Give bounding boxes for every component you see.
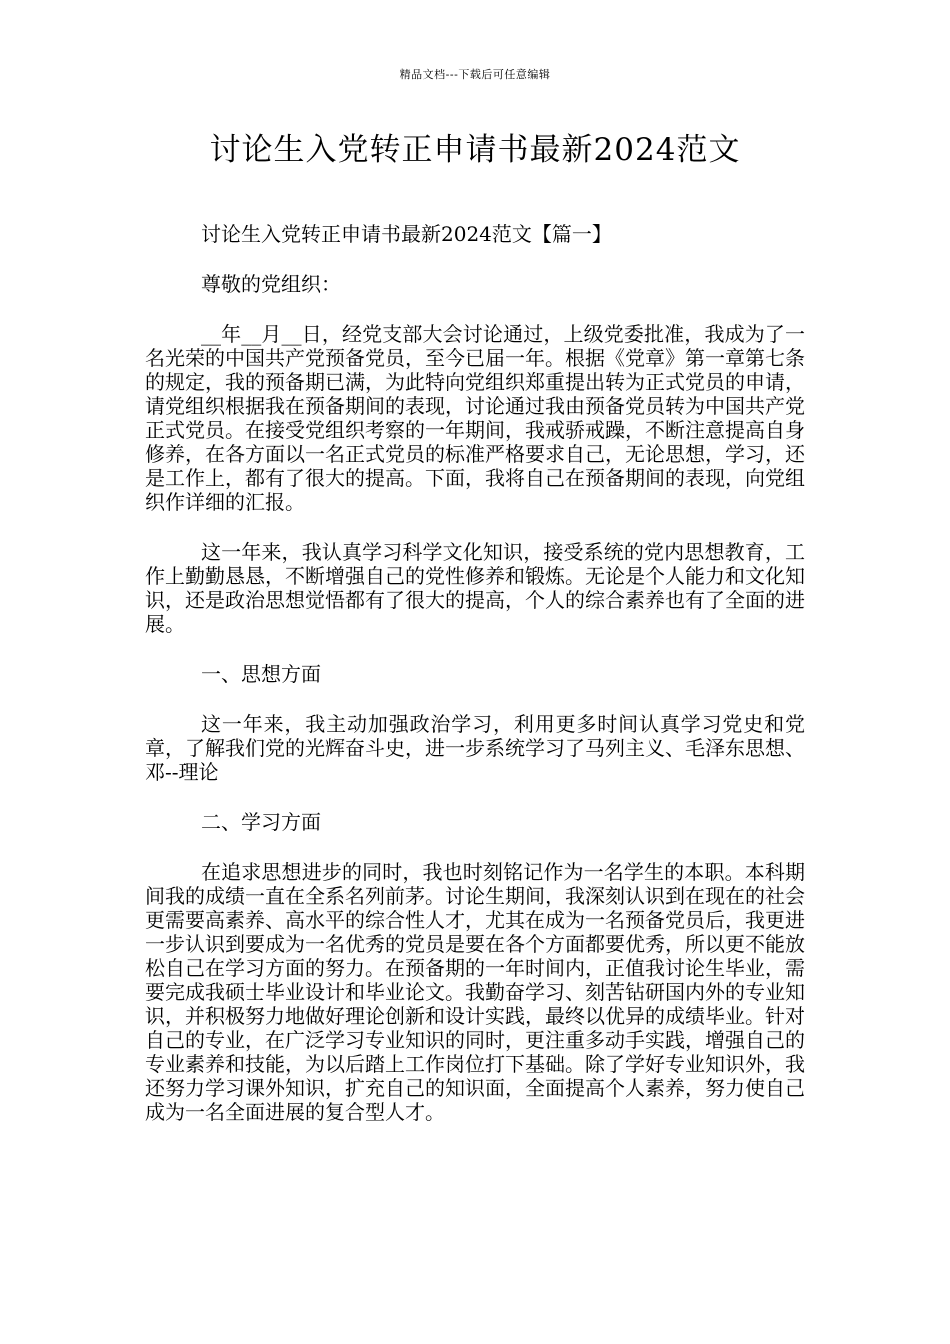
paragraph-study: 在追求思想进步的同时，我也时刻铭记作为一名学生的本职。本科期间我的成绩一直在全系名列前茅。讨论生期间，我深刻认识到在现在的社会更需要高素养、高水平的综合性人才，尤其在成为一名预备党员后，我更进一步认识到要成为一名优秀的党员是要在各个方面都要优秀，所以更不能放松自己在学习方面的努力。在预备期的一年时间内，正值我讨论生毕业，需要完成我硕士毕业设计和毕业论文。我勤奋学习、刻苦钻研国内外的专业知识，并积极努力地做好理论创新和设计实践，最终以优异的成绩毕业。针对自己的专业，在广泛学习专业知识的同时，更注重多动手实践，增强自己的专业素养和技能，为以后踏上工作岗位打下基础。除了学好专业知识外，我还努力学习课外知识，扩充自己的知识面，全面提高个人素养，努力使自己成为一名全面进展的复合型人才。: [145, 860, 805, 1124]
section-subtitle: 讨论生入党转正申请书最新2024范文【篇一】: [201, 222, 612, 246]
heading-study: 二、学习方面: [201, 810, 321, 834]
heading-ideology: 一、思想方面: [201, 662, 321, 686]
paragraph-summary: 这一年来，我认真学习科学文化知识，接受系统的党内思想教育，工作上勤勤恳恳，不断增强自己的党性修养和锻炼。无论是个人能力和文化知识，还是政治思想觉悟都有了很大的提高，个人的综合素养也有了全面的进展。: [145, 540, 805, 636]
paragraph-intro: __年__月__日，经党支部大会讨论通过，上级党委批准，我成为了一名光荣的中国共产党预备党员，至今已届一年。根据《党章》第一章第七条的规定，我的预备期已满，为此特向党组织郑重提出转为正式党员的申请，请党组织根据我在预备期间的表现，讨论通过我由预备党员转为中国共产党正式党员。在接受党组织考察的一年期间，我戒骄戒躁，不断注意提高自身修养，在各方面以一名正式党员的标准严格要求自己，无论思想，学习，还是工作上，都有了很大的提高。下面，我将自己在预备期间的表现，向党组织作详细的汇报。: [145, 322, 805, 514]
salutation: 尊敬的党组织：: [201, 272, 341, 296]
paragraph-ideology: 这一年来，我主动加强政治学习，利用更多时间认真学习党史和党章，了解我们党的光辉奋斗史，进一步系统学习了马列主义、毛泽东思想、邓--理论: [145, 712, 805, 784]
document-title: 讨论生入党转正申请书最新2024范文: [209, 132, 741, 168]
header-note: 精品文档---下载后可任意编辑: [399, 68, 551, 81]
document-body: [145, 222, 805, 1150]
